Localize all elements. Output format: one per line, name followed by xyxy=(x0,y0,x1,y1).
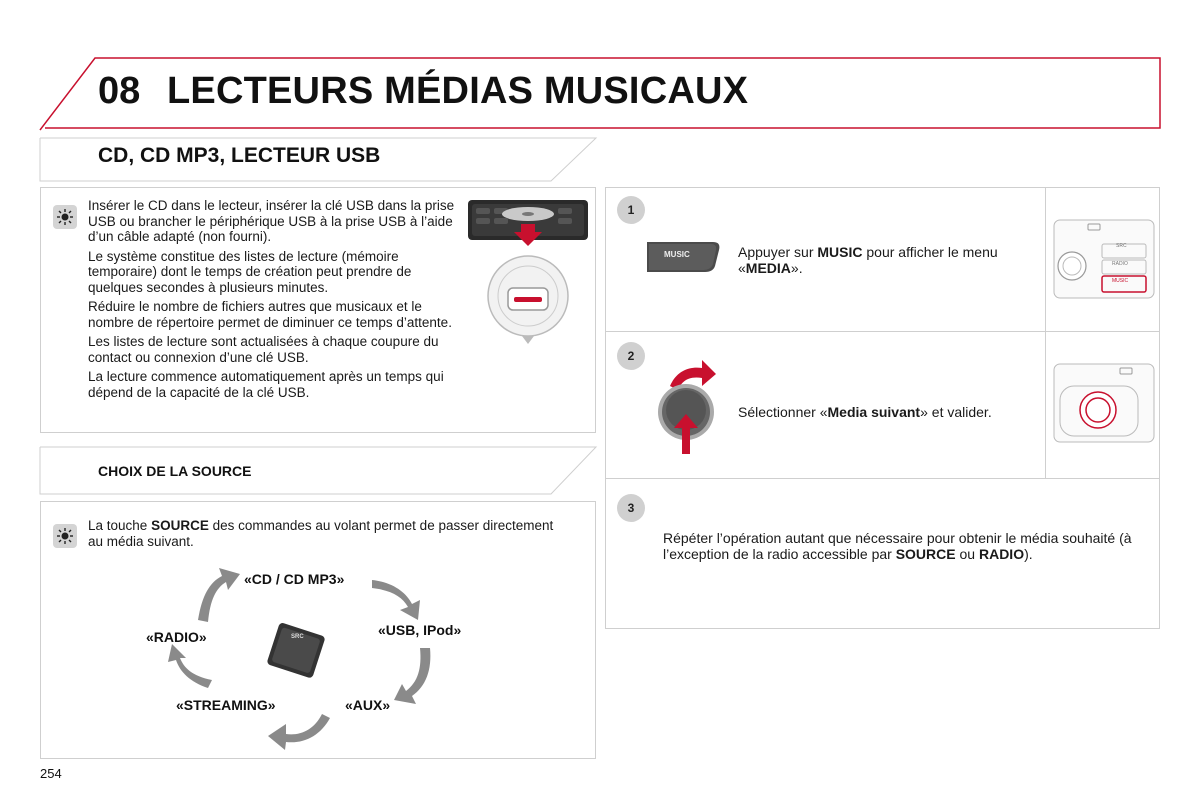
source-cycle-arrows xyxy=(140,560,480,755)
control-panel-illustration xyxy=(1050,218,1155,300)
step-2-pre: Sélectionner « xyxy=(738,404,828,420)
source-text-pre: La touche xyxy=(88,518,152,533)
control-panel-illustration xyxy=(1050,362,1155,444)
source-usb: «USB, IPod» xyxy=(378,622,462,638)
panel-label-radio: RADIO xyxy=(1112,261,1128,267)
step-2-bold: Media suivant xyxy=(827,404,921,420)
section-title: CD, CD MP3, LECTEUR USB xyxy=(98,144,381,167)
chapter-title: LECTEURS MÉDIAS MUSICAUX xyxy=(167,70,749,112)
intro-paragraph: Les listes de lecture sont actualisées à chaque coupure du contact ou connexion d’une clé USB. xyxy=(88,334,439,365)
step-number-badge: 3 xyxy=(617,494,645,522)
step-1-text xyxy=(738,244,1028,276)
intro-paragraph: Réduire le nombre de fichiers autres que musicaux et le nombre de répertoire permet de diminuer ce temps d’attente. xyxy=(88,299,452,330)
source-title: CHOIX DE LA SOURCE xyxy=(98,463,252,479)
step-number-badge: 2 xyxy=(617,342,645,370)
source-cd: «CD / CD MP3» xyxy=(244,571,345,587)
step-1-post: ». xyxy=(790,260,803,276)
step-1-mid: pour afficher le menu « xyxy=(738,244,998,276)
page-number: 254 xyxy=(40,766,62,781)
panel-label-src: SRC xyxy=(1116,243,1127,249)
src-button-label: SRC xyxy=(291,634,304,640)
step-number-badge: 1 xyxy=(617,196,645,224)
step-3-text xyxy=(663,530,1133,562)
step-divider xyxy=(605,331,1160,332)
step-3-bold-source: SOURCE xyxy=(895,546,956,562)
music-button-label: MUSIC xyxy=(664,250,690,259)
source-text-bold: SOURCE xyxy=(151,518,209,533)
step-3-pre: Répéter l’opération autant que nécessaire pour obtenir le média souhaité (à l’exception de la radio accessible par xyxy=(663,530,1132,562)
source-title-frame xyxy=(0,0,600,500)
step-2-text xyxy=(738,404,1038,420)
source-text-post: des commandes au volant permet de passer directement au média suivant. xyxy=(88,518,554,549)
step-3-mid: ou xyxy=(955,546,979,562)
source-aux: «AUX» xyxy=(345,697,391,713)
source-radio: «RADIO» xyxy=(146,629,207,645)
panel-divider xyxy=(1045,187,1046,478)
step-3-post: ). xyxy=(1024,546,1033,562)
intro-paragraph: La lecture commence automatiquement après un temps qui dépend de la capacité de la clé USB. xyxy=(88,369,444,400)
step-1-pre: Appuyer sur xyxy=(738,244,818,260)
step-1-bold-media: MEDIA xyxy=(745,260,791,276)
panel-label-music: MUSIC xyxy=(1112,278,1129,284)
rotary-knob-icon xyxy=(652,356,724,456)
intro-paragraph: Le système constitue des listes de lecture (mémoire temporaire) dont le temps de création peut prendre de quelques secondes à plusieurs minutes. xyxy=(88,248,412,295)
step-2-post: » et valider. xyxy=(920,404,992,420)
source-text xyxy=(88,518,568,549)
step-divider xyxy=(605,478,1160,479)
intro-paragraph: Insérer le CD dans le lecteur, insérer la clé USB dans la prise USB ou brancher le périphérique USB à la prise USB à l’aide d’un câble adapté (non fourni). xyxy=(88,198,455,244)
sun-icon xyxy=(53,524,77,548)
step-3-bold-radio: RADIO xyxy=(978,546,1025,562)
source-streaming: «STREAMING» xyxy=(176,697,276,713)
step-1-bold-music: MUSIC xyxy=(817,244,863,260)
chapter-number: 08 xyxy=(98,70,141,112)
